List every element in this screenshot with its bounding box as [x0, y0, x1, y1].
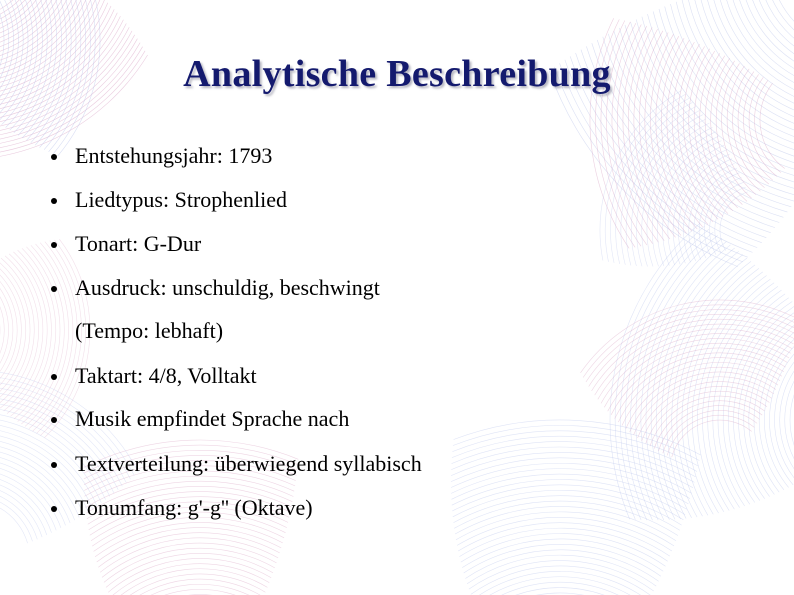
- bullet-dot-icon: [51, 198, 57, 204]
- list-item-text: Musik empfindet Sprache nach: [75, 406, 350, 431]
- list-item-text: Tonart: G-Dur: [75, 231, 202, 256]
- list-item-text: Entstehungsjahr: 1793: [75, 143, 273, 168]
- bullet-dot-icon: [51, 374, 57, 380]
- bullet-dot-icon: [51, 462, 57, 468]
- bullet-dot-icon: [51, 417, 57, 423]
- list-item-text: Tonumfang: g'-g'' (Oktave): [75, 495, 313, 520]
- bullet-dot-icon: [51, 154, 57, 160]
- list-item-text: Taktart: 4/8, Volltakt: [75, 363, 257, 388]
- bullet-dot-icon: [51, 506, 57, 512]
- bullet-dot-icon: [51, 286, 57, 292]
- slide-title: Analytische Beschreibung: [183, 53, 611, 95]
- list-item-text: Textverteilung: überwiegend syllabisch: [75, 451, 422, 476]
- list-item-text: Ausdruck: unschuldig, beschwingt: [75, 275, 380, 300]
- list-item-continuation-text: (Tempo: lebhaft): [75, 318, 224, 343]
- list-item-text: Liedtypus: Strophenlied: [75, 187, 288, 212]
- bullet-dot-icon: [51, 242, 57, 248]
